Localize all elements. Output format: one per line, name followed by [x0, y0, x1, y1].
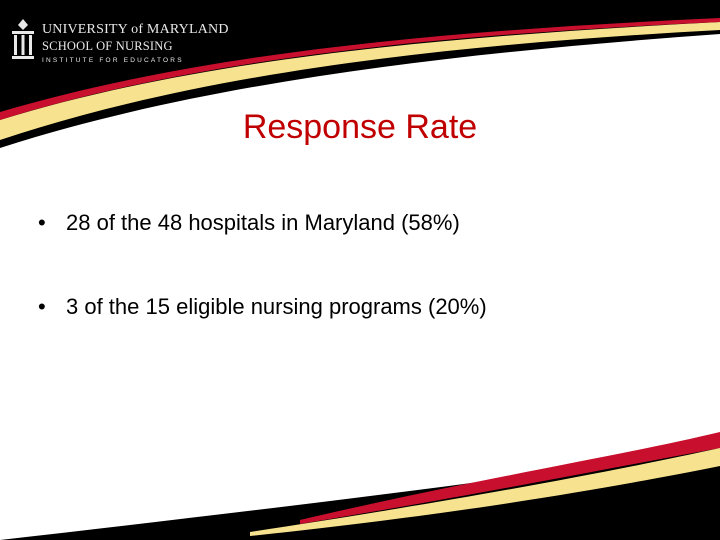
logo-institute-name: INSTITUTE FOR EDUCATORS [42, 57, 184, 64]
bullet-item [38, 282, 698, 332]
bullet-marker: • [38, 210, 46, 235]
bullet-text: 28 of the 48 hospitals in Maryland (58%) [66, 210, 460, 235]
slide-title: Response Rate [242, 108, 478, 146]
logo-school-name: SCHOOL OF NURSING [42, 39, 173, 53]
university-mace-icon [10, 17, 36, 61]
bullet-text: 3 of the 15 eligible nursing programs (20%) [66, 294, 487, 319]
logo-university-name: UNIVERSITY of MARYLAND [42, 22, 229, 37]
bullet-list [38, 198, 698, 366]
bullet-marker: • [38, 294, 46, 319]
bullet-item [38, 198, 698, 248]
university-logo [10, 17, 229, 67]
